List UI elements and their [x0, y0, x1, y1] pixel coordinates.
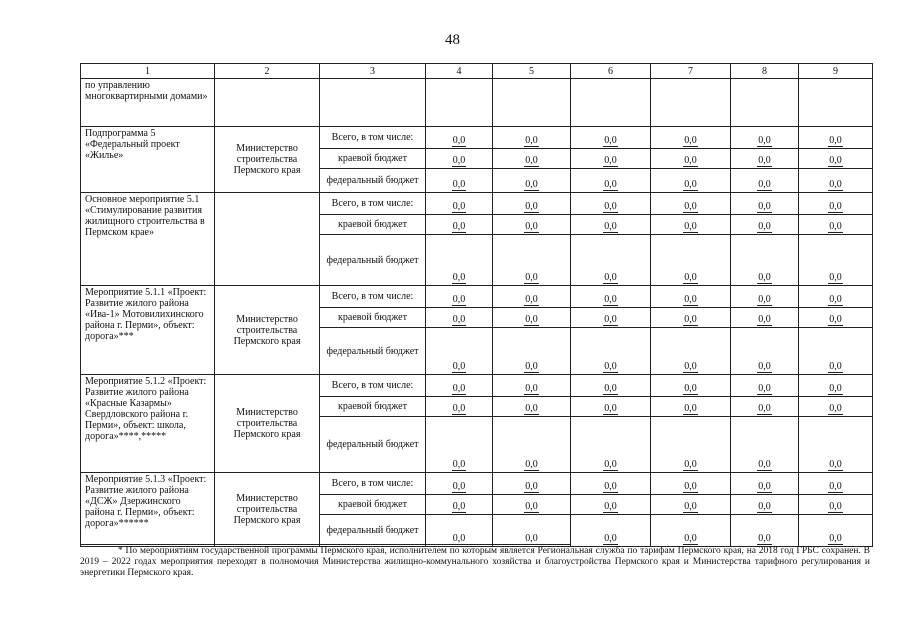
amount-cell: [571, 286, 651, 308]
amount-value: 0,0: [829, 501, 842, 512]
amount-value: 0,0: [829, 135, 842, 146]
amount-cell: [651, 286, 731, 308]
amount-value: 0,0: [525, 383, 538, 394]
funding-source-cell: Всего, в том числе:: [320, 127, 426, 149]
amount-value: 0,0: [829, 533, 842, 544]
amount-value: 0,0: [684, 403, 697, 414]
funding-source-cell: [320, 79, 426, 127]
executor-cell: Министерство строительства Пермского края: [215, 286, 320, 375]
amount-value: 0,0: [525, 294, 538, 305]
amount-cell: [426, 515, 493, 547]
amount-cell: [426, 328, 493, 375]
funding-source-cell: краевой бюджет: [320, 308, 426, 328]
amount-value: 0,0: [684, 361, 697, 372]
funding-source-cell: федеральный бюджет: [320, 515, 426, 547]
amount-cell: [651, 308, 731, 328]
amount-value: 0,0: [829, 481, 842, 492]
amount-cell: [799, 149, 873, 169]
amount-value: 0,0: [452, 383, 466, 394]
amount-cell: [493, 308, 571, 328]
amount-cell: [571, 473, 651, 495]
amount-cell: [731, 127, 799, 149]
amount-cell: [426, 215, 493, 235]
measure-name-cell: Мероприятие 5.1.2 «Проект: Развитие жилого района «Красные Казармы» Свердловского района г. Перми», объект: школа, дорога»****,*****: [81, 375, 215, 473]
amount-cell: [731, 215, 799, 235]
amount-cell: [799, 375, 873, 397]
amount-cell: [426, 235, 493, 286]
funding-source-cell: краевой бюджет: [320, 215, 426, 235]
header-cell: 3: [320, 64, 426, 79]
amount-value: 0,0: [604, 533, 617, 544]
amount-cell: [651, 515, 731, 547]
amount-value: 0,0: [758, 459, 771, 470]
amount-cell: [731, 473, 799, 495]
amount-cell: [799, 215, 873, 235]
amount-cell: [493, 215, 571, 235]
header-cell: 8: [731, 64, 799, 79]
amount-cell: [651, 375, 731, 397]
funding-source-cell: краевой бюджет: [320, 495, 426, 515]
amount-cell: [799, 169, 873, 193]
amount-value: 0,0: [758, 221, 771, 232]
table-row: [81, 473, 873, 495]
amount-cell: [571, 215, 651, 235]
amount-value: 0,0: [684, 155, 697, 166]
amount-cell: [731, 235, 799, 286]
amount-value: 0,0: [525, 314, 538, 325]
funding-source-cell: федеральный бюджет: [320, 417, 426, 473]
amount-cell: [651, 235, 731, 286]
amount-value: 0,0: [525, 481, 538, 492]
amount-value: 0,0: [604, 361, 617, 372]
amount-cell: [731, 149, 799, 169]
amount-cell: [651, 495, 731, 515]
amount-cell: [651, 328, 731, 375]
funding-source-cell: федеральный бюджет: [320, 169, 426, 193]
amount-value: 0,0: [829, 383, 842, 394]
funding-source-cell: федеральный бюджет: [320, 235, 426, 286]
amount-value: 0,0: [525, 272, 538, 283]
amount-cell: [651, 417, 731, 473]
amount-value: 0,0: [829, 272, 842, 283]
amount-value: 0,0: [758, 403, 771, 414]
header-cell: 6: [571, 64, 651, 79]
budget-table: [80, 63, 873, 547]
amount-value: 0,0: [525, 459, 538, 470]
amount-cell: [426, 417, 493, 473]
amount-cell: [571, 193, 651, 215]
amount-value: 0,0: [684, 383, 697, 394]
amount-value: 0,0: [525, 533, 538, 544]
funding-source-cell: Всего, в том числе:: [320, 286, 426, 308]
amount-value: 0,0: [604, 403, 617, 414]
measure-name-cell: Основное мероприятие 5.1 «Стимулирование развития жилищного строительства в Пермском крае»: [81, 193, 215, 286]
amount-value: 0,0: [525, 221, 538, 232]
header-cell: 7: [651, 64, 731, 79]
amount-cell: [731, 328, 799, 375]
amount-value: 0,0: [684, 179, 697, 190]
amount-value: 0,0: [684, 272, 697, 283]
amount-value: 0,0: [758, 155, 771, 166]
funding-source-cell: Всего, в том числе:: [320, 375, 426, 397]
executor-cell: Министерство строительства Пермского края: [215, 473, 320, 547]
amount-cell: [651, 127, 731, 149]
amount-value: 0,0: [684, 135, 697, 146]
amount-value: 0,0: [829, 155, 842, 166]
amount-value: 0,0: [684, 201, 697, 212]
amount-value: 0,0: [829, 459, 842, 470]
amount-value: 0,0: [452, 314, 466, 325]
amount-cell: [426, 495, 493, 515]
funding-source-cell: краевой бюджет: [320, 149, 426, 169]
amount-cell: [493, 235, 571, 286]
amount-cell: [799, 473, 873, 495]
executor-cell: Министерство строительства Пермского края: [215, 375, 320, 473]
table-row: [81, 375, 873, 397]
amount-cell: [731, 308, 799, 328]
amount-cell: [426, 169, 493, 193]
amount-value: 0,0: [684, 314, 697, 325]
funding-source-cell: Всего, в том числе:: [320, 193, 426, 215]
amount-value: 0,0: [684, 294, 697, 305]
amount-value: 0,0: [758, 361, 771, 372]
amount-value: 0,0: [452, 501, 466, 512]
amount-cell: [731, 397, 799, 417]
amount-cell: [651, 473, 731, 495]
table-body: [81, 79, 873, 547]
amount-value: 0,0: [525, 155, 538, 166]
amount-cell: [493, 495, 571, 515]
amount-value: 0,0: [525, 403, 538, 414]
amount-cell: [571, 149, 651, 169]
amount-cell: [731, 417, 799, 473]
amount-cell: [651, 149, 731, 169]
amount-value: 0,0: [604, 179, 617, 190]
amount-value: 0,0: [684, 481, 697, 492]
amount-cell: [731, 79, 799, 127]
amount-cell: [426, 149, 493, 169]
amount-cell: [493, 193, 571, 215]
amount-cell: [571, 495, 651, 515]
amount-cell: [571, 397, 651, 417]
amount-cell: [426, 286, 493, 308]
header-cell: 5: [493, 64, 571, 79]
amount-value: 0,0: [758, 481, 771, 492]
amount-cell: [493, 328, 571, 375]
amount-cell: [493, 375, 571, 397]
amount-cell: [493, 79, 571, 127]
amount-value: 0,0: [604, 459, 617, 470]
amount-value: 0,0: [604, 155, 617, 166]
page-number: 48: [445, 32, 460, 48]
amount-cell: [571, 169, 651, 193]
amount-value: 0,0: [829, 403, 842, 414]
amount-cell: [799, 79, 873, 127]
measure-name-cell: Подпрограмма 5 «Федеральный проект «Жилье»: [81, 127, 215, 193]
amount-cell: [799, 328, 873, 375]
amount-cell: [651, 79, 731, 127]
amount-value: 0,0: [758, 272, 771, 283]
amount-cell: [799, 235, 873, 286]
amount-cell: [651, 215, 731, 235]
amount-cell: [493, 286, 571, 308]
amount-value: 0,0: [452, 459, 466, 470]
amount-cell: [493, 417, 571, 473]
amount-cell: [799, 495, 873, 515]
amount-value: 0,0: [525, 361, 538, 372]
amount-cell: [799, 515, 873, 547]
amount-value: 0,0: [684, 501, 697, 512]
amount-value: 0,0: [452, 179, 466, 190]
amount-value: 0,0: [452, 201, 466, 212]
amount-value: 0,0: [758, 533, 771, 544]
footnote: * По мероприятиям государственной программы Пермского края, исполнителем по которым является Региональная служба по тарифам Пермского края, на 2018 год ГРБС сохранен. В 2019 – 2022 годах мероприятия переходят в полномочия Министерства жилищно-коммунального хозяйства и благоустройства Пермского края и Министерства тарифного регулирования и энергетики Пермского края.: [80, 546, 870, 578]
header-cell: 9: [799, 64, 873, 79]
amount-value: 0,0: [604, 272, 617, 283]
amount-cell: [799, 397, 873, 417]
amount-cell: [731, 495, 799, 515]
amount-cell: [799, 193, 873, 215]
amount-cell: [493, 515, 571, 547]
amount-value: 0,0: [829, 314, 842, 325]
table-row: [81, 127, 873, 149]
amount-cell: [426, 375, 493, 397]
amount-cell: [571, 515, 651, 547]
amount-cell: [426, 79, 493, 127]
amount-value: 0,0: [452, 481, 466, 492]
measure-name-cell: Мероприятие 5.1.3 «Проект: Развитие жилого района «ДСЖ» Дзержинского района г. Перми», объект: дорога»******: [81, 473, 215, 547]
amount-value: 0,0: [829, 179, 842, 190]
amount-value: 0,0: [452, 533, 466, 544]
amount-cell: [651, 169, 731, 193]
amount-cell: [571, 328, 651, 375]
amount-value: 0,0: [829, 221, 842, 232]
amount-value: 0,0: [452, 155, 466, 166]
amount-value: 0,0: [452, 294, 466, 305]
amount-cell: [799, 286, 873, 308]
amount-value: 0,0: [452, 135, 466, 146]
amount-value: 0,0: [829, 361, 842, 372]
amount-value: 0,0: [452, 272, 466, 283]
executor-cell: [215, 79, 320, 127]
header-cell: 1: [81, 64, 215, 79]
amount-value: 0,0: [452, 403, 466, 414]
amount-value: 0,0: [758, 501, 771, 512]
amount-cell: [493, 149, 571, 169]
amount-value: 0,0: [829, 294, 842, 305]
amount-value: 0,0: [684, 221, 697, 232]
funding-source-cell: краевой бюджет: [320, 397, 426, 417]
amount-value: 0,0: [758, 179, 771, 190]
amount-cell: [426, 473, 493, 495]
amount-value: 0,0: [604, 201, 617, 212]
amount-value: 0,0: [604, 221, 617, 232]
funding-source-cell: федеральный бюджет: [320, 328, 426, 375]
funding-source-cell: Всего, в том числе:: [320, 473, 426, 495]
amount-cell: [426, 127, 493, 149]
amount-cell: [731, 515, 799, 547]
amount-cell: [731, 286, 799, 308]
amount-cell: [426, 308, 493, 328]
amount-cell: [571, 375, 651, 397]
amount-value: 0,0: [829, 201, 842, 212]
amount-value: 0,0: [758, 201, 771, 212]
measure-name-cell: по управлению многоквартирными домами»: [81, 79, 215, 127]
amount-cell: [571, 235, 651, 286]
amount-cell: [571, 127, 651, 149]
amount-value: 0,0: [758, 383, 771, 394]
amount-value: 0,0: [684, 459, 697, 470]
amount-value: 0,0: [604, 481, 617, 492]
table-row: [81, 286, 873, 308]
amount-cell: [493, 169, 571, 193]
amount-value: 0,0: [525, 201, 538, 212]
amount-value: 0,0: [452, 221, 466, 232]
amount-cell: [493, 127, 571, 149]
header-cell: 2: [215, 64, 320, 79]
table-row: [81, 193, 873, 215]
executor-cell: [215, 193, 320, 286]
amount-cell: [426, 193, 493, 215]
header-cell: 4: [426, 64, 493, 79]
amount-value: 0,0: [604, 383, 617, 394]
amount-cell: [426, 397, 493, 417]
amount-cell: [799, 127, 873, 149]
amount-cell: [731, 169, 799, 193]
amount-cell: [799, 308, 873, 328]
amount-cell: [493, 397, 571, 417]
amount-cell: [571, 417, 651, 473]
executor-cell: Министерство строительства Пермского края: [215, 127, 320, 193]
amount-value: 0,0: [684, 533, 697, 544]
amount-value: 0,0: [525, 135, 538, 146]
amount-value: 0,0: [604, 294, 617, 305]
amount-value: 0,0: [758, 314, 771, 325]
amount-value: 0,0: [758, 294, 771, 305]
measure-name-cell: Мероприятие 5.1.1 «Проект: Развитие жилого района «Ива-1» Мотовилихинского района г. Перми», объект: дорога»***: [81, 286, 215, 375]
footnote-divider: [80, 544, 570, 545]
amount-value: 0,0: [525, 179, 538, 190]
amount-value: 0,0: [604, 135, 617, 146]
amount-cell: [651, 193, 731, 215]
header-row: [81, 64, 873, 79]
amount-cell: [651, 397, 731, 417]
amount-cell: [731, 193, 799, 215]
amount-value: 0,0: [604, 501, 617, 512]
amount-value: 0,0: [525, 501, 538, 512]
table-row: [81, 79, 873, 127]
amount-value: 0,0: [604, 314, 617, 325]
amount-value: 0,0: [758, 135, 771, 146]
amount-cell: [731, 375, 799, 397]
amount-cell: [571, 79, 651, 127]
amount-cell: [493, 473, 571, 495]
amount-cell: [799, 417, 873, 473]
amount-cell: [571, 308, 651, 328]
amount-value: 0,0: [452, 361, 466, 372]
